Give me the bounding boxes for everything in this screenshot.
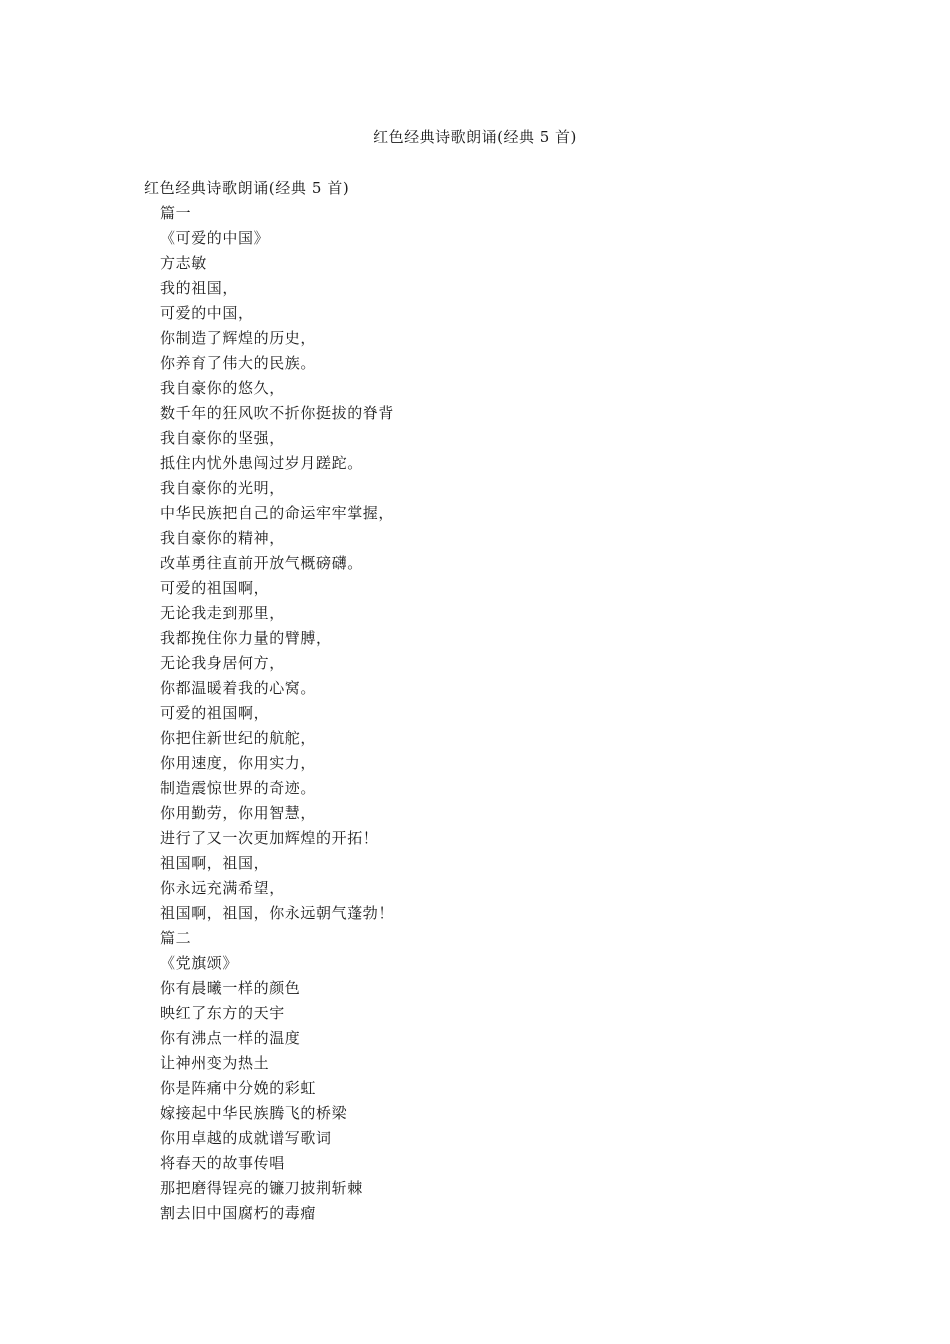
poem-line: 《党旗颂》 — [160, 954, 239, 972]
poem-line: 映红了东方的天宇 — [160, 1004, 285, 1022]
poem-line: 你把住新世纪的航舵， — [160, 729, 317, 747]
poem-line: 可爱的祖国啊， — [160, 579, 270, 597]
document-title: 红色经典诗歌朗诵(经典 5 首) — [373, 128, 577, 146]
poem-line: 你是阵痛中分娩的彩虹 — [160, 1079, 317, 1097]
poem-line: 你有沸点一样的温度 — [160, 1029, 301, 1047]
body-heading: 红色经典诗歌朗诵(经典 5 首) — [144, 179, 350, 197]
poem-line: 你养育了伟大的民族。 — [160, 354, 317, 372]
poem-line: 你制造了辉煌的历史， — [160, 329, 317, 347]
poem-line: 《可爱的中国》 — [160, 229, 270, 247]
poem-line: 我自豪你的坚强， — [160, 429, 285, 447]
poem-line: 那把磨得锃亮的镰刀披荆斩棘 — [160, 1179, 363, 1197]
poem-line: 祖国啊，祖国，你永远朝气蓬勃！ — [160, 904, 395, 922]
poem-line: 割去旧中国腐朽的毒瘤 — [160, 1204, 317, 1222]
poem-line: 可爱的祖国啊， — [160, 704, 270, 722]
poem-line: 可爱的中国， — [160, 304, 254, 322]
poem-line: 进行了又一次更加辉煌的开拓！ — [160, 829, 379, 847]
poem-line: 中华民族把自己的命运牢牢掌握， — [160, 504, 395, 522]
poem-line: 制造震惊世界的奇迹。 — [160, 779, 317, 797]
document-body — [144, 176, 844, 1226]
poem-line: 嫁接起中华民族腾飞的桥梁 — [160, 1104, 348, 1122]
poem-line: 将春天的故事传唱 — [160, 1154, 285, 1172]
poem-line: 无论我走到那里， — [160, 604, 285, 622]
poem-line: 我的祖国， — [160, 279, 239, 297]
poem-line: 你用卓越的成就谱写歌词 — [160, 1129, 332, 1147]
poem-line: 你都温暖着我的心窝。 — [160, 679, 317, 697]
poem-line: 祖国啊，祖国， — [160, 854, 270, 872]
poem-line: 改革勇往直前开放气概磅礴。 — [160, 554, 363, 572]
poem-lines — [144, 201, 844, 1226]
poem-line: 你用速度，你用实力， — [160, 754, 317, 772]
poem-line: 方志敏 — [160, 254, 207, 272]
poem-line: 我自豪你的光明， — [160, 479, 285, 497]
poem-line: 篇一 — [160, 204, 192, 222]
poem-line: 让神州变为热土 — [160, 1054, 270, 1072]
poem-line: 无论我身居何方， — [160, 654, 285, 672]
poem-line: 抵住内忧外患闯过岁月蹉跎。 — [160, 454, 363, 472]
poem-line: 数千年的狂风吹不折你挺拔的脊背 — [160, 404, 395, 422]
poem-line: 你有晨曦一样的颜色 — [160, 979, 301, 997]
poem-line: 你用勤劳，你用智慧， — [160, 804, 317, 822]
poem-line: 我都挽住你力量的臂膊， — [160, 629, 332, 647]
poem-line: 篇二 — [160, 929, 192, 947]
poem-line: 我自豪你的悠久， — [160, 379, 285, 397]
poem-line: 我自豪你的精神， — [160, 529, 285, 547]
poem-line: 你永远充满希望， — [160, 879, 285, 897]
